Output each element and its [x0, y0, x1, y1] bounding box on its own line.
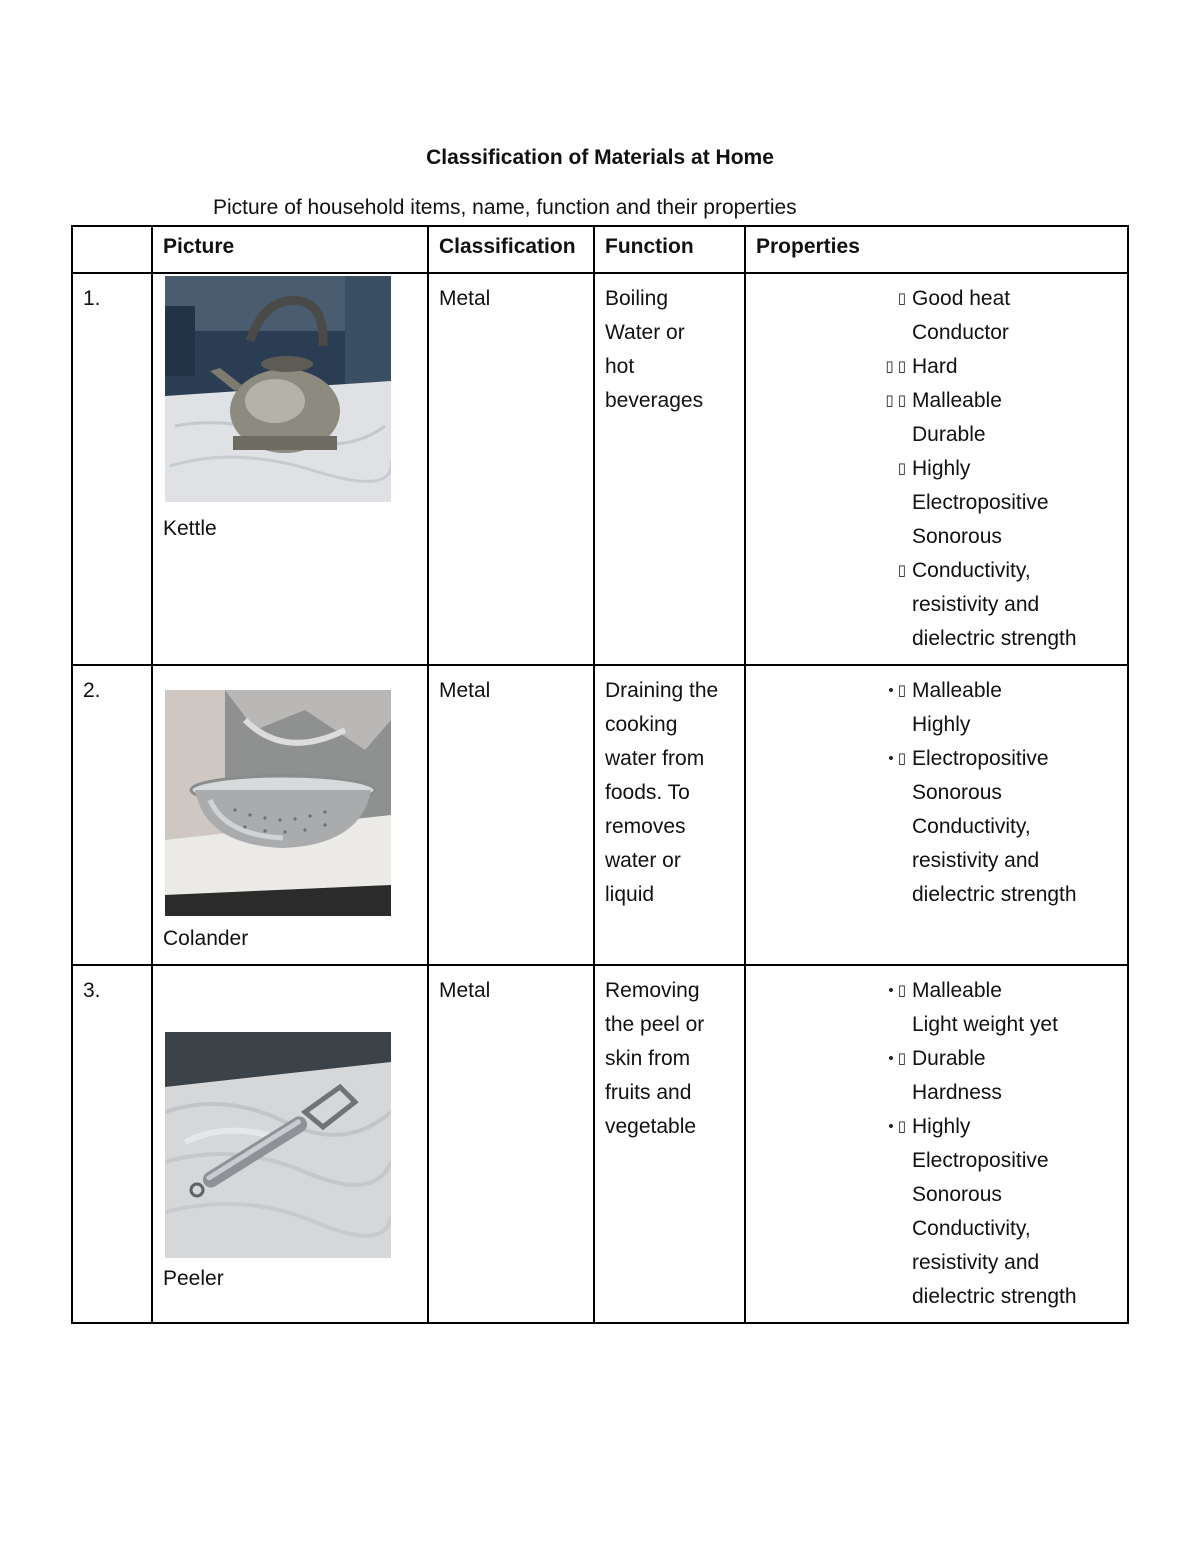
item-name: Colander — [163, 927, 249, 950]
property-item: Electropositive — [912, 1149, 1049, 1172]
header-classification: Classification — [428, 226, 594, 273]
item-name: Kettle — [163, 517, 217, 540]
function-line: Water or — [605, 321, 685, 344]
bullet-icon: ▯ ▯ — [885, 358, 906, 375]
function-cell — [594, 273, 745, 665]
function-line: foods. To — [605, 781, 690, 804]
materials-table — [71, 225, 1129, 1324]
bullet-icon: ▯ ▯ — [885, 392, 906, 409]
property-item: • ▯ Durable — [912, 1042, 1117, 1076]
function-line: Draining the — [605, 679, 719, 702]
table-header-row — [72, 226, 1128, 273]
property-item: resistivity and — [912, 849, 1040, 872]
picture-cell — [152, 965, 428, 1323]
function-line: Removing — [605, 979, 700, 1002]
properties-cell — [745, 965, 1128, 1323]
function-line: water from — [605, 747, 705, 770]
bullet-icon: • ▯ — [888, 750, 906, 767]
table-row — [72, 273, 1128, 665]
function-line: beverages — [605, 389, 704, 412]
property-item: resistivity and — [912, 593, 1040, 616]
function-line: cooking — [605, 713, 678, 736]
property-item: resistivity and — [912, 1251, 1040, 1274]
properties-list — [756, 282, 1117, 656]
function-line: the peel or — [605, 1013, 705, 1036]
property-item: Durable — [912, 423, 986, 446]
header-properties: Properties — [745, 226, 1128, 273]
property-item: • ▯ Highly — [912, 1110, 1117, 1144]
function-line: fruits and — [605, 1081, 692, 1104]
properties-cell — [745, 273, 1128, 665]
property-item: ▯ Good heat — [912, 282, 1117, 316]
kettle-photo — [165, 276, 391, 502]
properties-cell — [745, 665, 1128, 965]
properties-list — [756, 974, 1117, 1314]
property-item: Light weight yet — [912, 1013, 1058, 1036]
picture-cell — [152, 273, 428, 665]
property-item: • ▯ Malleable — [912, 974, 1117, 1008]
property-item: Hardness — [912, 1081, 1002, 1104]
property-item: Highly — [912, 713, 971, 736]
header-function: Function — [594, 226, 745, 273]
header-picture: Picture — [152, 226, 428, 273]
function-cell — [594, 665, 745, 965]
property-item: ▯ ▯ Hard — [912, 350, 1117, 384]
classification-cell: Metal — [428, 965, 594, 1323]
property-item: Conductor — [912, 321, 1009, 344]
property-item: Sonorous — [912, 781, 1002, 804]
bullet-icon: • ▯ — [888, 982, 906, 999]
property-item: • ▯ Electropositive — [912, 742, 1117, 776]
function-cell — [594, 965, 745, 1323]
property-item: Sonorous — [912, 525, 1002, 548]
property-item: ▯ Conductivity, — [912, 554, 1117, 588]
function-line: vegetable — [605, 1115, 697, 1138]
classification-cell: Metal — [428, 665, 594, 965]
header-number — [72, 226, 152, 273]
property-item: Conductivity, — [912, 1217, 1031, 1240]
function-line: liquid — [605, 883, 655, 906]
colander-photo — [165, 690, 391, 916]
property-item: ▯ Highly — [912, 452, 1117, 486]
row-number: 1. — [72, 273, 152, 665]
properties-list — [756, 674, 1117, 912]
property-item: Conductivity, — [912, 815, 1031, 838]
property-item: ▯ ▯ Malleable — [912, 384, 1117, 418]
property-item: dielectric strength — [912, 883, 1077, 906]
picture-cell — [152, 665, 428, 965]
function-line: water or — [605, 849, 681, 872]
classification-cell: Metal — [428, 273, 594, 665]
property-item: dielectric strength — [912, 1285, 1077, 1308]
row-number: 3. — [72, 965, 152, 1323]
item-name: Peeler — [163, 1267, 224, 1290]
bullet-icon: • ▯ — [888, 682, 906, 699]
property-item: dielectric strength — [912, 627, 1077, 650]
property-item: Electropositive — [912, 491, 1049, 514]
function-line: removes — [605, 815, 686, 838]
bullet-icon: • ▯ — [888, 1118, 906, 1135]
bullet-icon: ▯ — [897, 562, 906, 579]
bullet-icon: ▯ — [897, 290, 906, 307]
bullet-icon: • ▯ — [888, 1050, 906, 1067]
property-item: • ▯ Malleable — [912, 674, 1117, 708]
function-line: hot — [605, 355, 635, 378]
document-title: Classification of Materials at Home — [426, 146, 774, 169]
function-line: skin from — [605, 1047, 691, 1070]
function-line: Boiling — [605, 287, 669, 310]
property-item: Sonorous — [912, 1183, 1002, 1206]
bullet-icon: ▯ — [897, 460, 906, 477]
table-row — [72, 965, 1128, 1323]
table-row — [72, 665, 1128, 965]
row-number: 2. — [72, 665, 152, 965]
peeler-photo — [165, 1032, 391, 1258]
document-subtitle: Picture of household items, name, function and their properties — [213, 196, 797, 219]
